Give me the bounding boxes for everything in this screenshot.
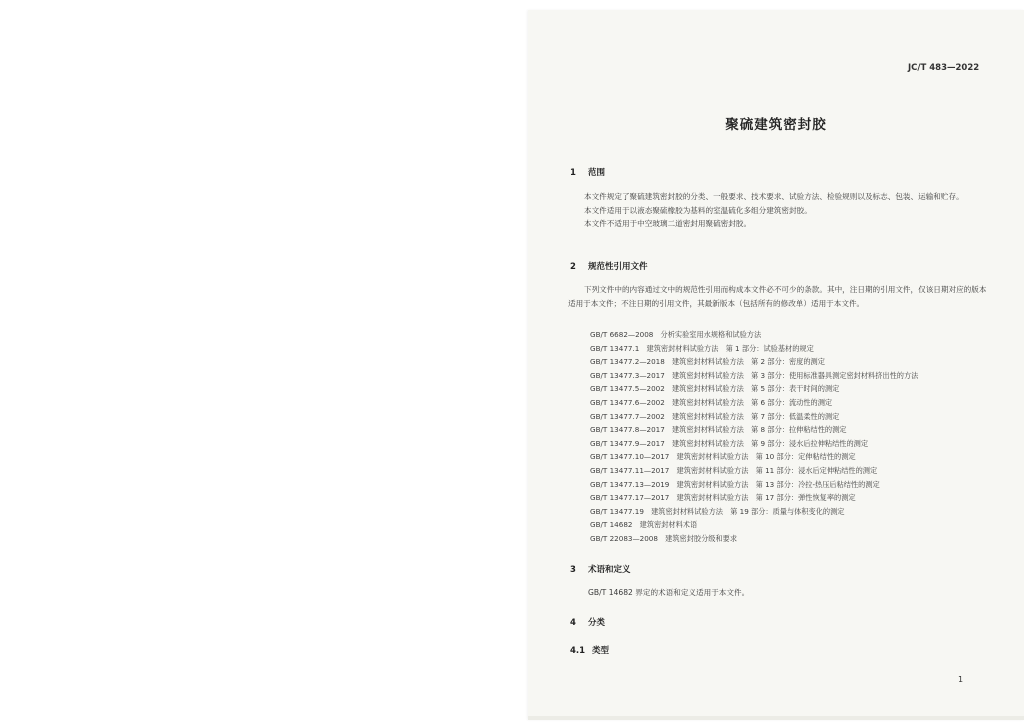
paragraph: 本文件规定了聚硫建筑密封胶的分类、一般要求、技术要求、试验方法、检验规则以及标志、包装、运输和贮存。 <box>584 192 964 201</box>
section-1-heading <box>570 166 605 178</box>
reference-item: GB/T 13477.9—2017 建筑密封材料试验方法 第 9 部分：浸水后拉伸粘结性的测定 <box>590 438 869 448</box>
section-title: 类型 <box>592 646 610 656</box>
section-2-intro <box>568 283 988 310</box>
reference-item: GB/T 13477.13—2019 建筑密封材料试验方法 第 13 部分：冷拉-热压后粘结性的测定 <box>590 479 880 489</box>
section-title: 分类 <box>588 618 606 628</box>
document-title: 聚硫建筑密封胶 <box>725 117 827 133</box>
reference-item: GB/T 13477.7—2002 建筑密封材料试验方法 第 7 部分：低温柔性的测定 <box>590 411 840 421</box>
reference-item: GB/T 13477.5—2002 建筑密封材料试验方法 第 5 部分：表干时间的测定 <box>590 384 840 394</box>
paragraph: 本文件适用于以液态聚硫橡胶为基料的室温硫化多组分建筑密封胶。 <box>584 205 812 215</box>
section-2-heading <box>570 260 648 272</box>
section-1-body <box>568 190 988 231</box>
document-page <box>528 10 1024 720</box>
reference-item: GB/T 13477.2—2018 建筑密封材料试验方法 第 2 部分：密度的测定 <box>590 357 825 367</box>
section-number: 1 <box>570 168 576 178</box>
page-bottom-edge <box>528 716 1024 720</box>
reference-item: GB/T 13477.6—2002 建筑密封材料试验方法 第 6 部分：流动性的测定 <box>590 397 833 407</box>
reference-item: GB/T 6682—2008 分析实验室用水规格和试验方法 <box>590 330 762 339</box>
page-number: 1 <box>958 675 964 684</box>
section-number: 4 <box>570 618 576 628</box>
reference-item: GB/T 13477.1 建筑密封材料试验方法 第 1 部分：试验基材的规定 <box>590 343 814 353</box>
reference-item: GB/T 13477.19 建筑密封材料试验方法 第 19 部分：质量与体积变化的测定 <box>590 506 845 516</box>
document-number: JC/T 483—2022 <box>908 63 980 73</box>
paragraph: 本文件不适用于中空玻璃二道密封用聚硫密封胶。 <box>584 219 752 228</box>
section-number: 2 <box>570 262 576 272</box>
section-4-1-heading <box>570 644 609 656</box>
section-number: 4.1 <box>570 646 586 656</box>
reference-item: GB/T 13477.11—2017 建筑密封材料试验方法 第 11 部分：浸水后定伸粘结性的测定 <box>590 465 878 475</box>
section-3-heading <box>570 563 631 575</box>
reference-item: GB/T 22083—2008 建筑密封胶分级和要求 <box>590 533 738 543</box>
normative-reference-list <box>590 328 918 546</box>
reference-item: GB/T 13477.17—2017 建筑密封材料试验方法 第 17 部分：弹性恢复率的测定 <box>590 493 856 503</box>
reference-item: GB/T 14682 建筑密封材料术语 <box>590 520 698 530</box>
reference-item: GB/T 13477.3—2017 建筑密封材料试验方法 第 3 部分：使用标准器具测定密封材料挤出性的方法 <box>590 370 919 380</box>
paragraph: 下列文件中的内容通过文中的规范性引用而构成本文件必不可少的条款。其中，注日期的引用文件，仅该日期对应的版本适用于本文件；不注日期的引用文件，其最新版本（包括所有的修改单）适用于本文件。 <box>568 285 987 308</box>
section-title: 术语和定义 <box>588 565 631 575</box>
section-4-heading <box>570 616 605 628</box>
section-number: 3 <box>570 565 576 575</box>
reference-item: GB/T 13477.8—2017 建筑密封材料试验方法 第 8 部分：拉伸粘结性的测定 <box>590 425 847 435</box>
section-3-body <box>588 586 1008 600</box>
section-title: 规范性引用文件 <box>588 262 648 272</box>
paragraph: GB/T 14682 界定的术语和定义适用于本文件。 <box>588 588 750 597</box>
reference-item: GB/T 13477.10—2017 建筑密封材料试验方法 第 10 部分：定伸粘结性的测定 <box>590 452 856 462</box>
section-title: 范围 <box>588 168 606 178</box>
